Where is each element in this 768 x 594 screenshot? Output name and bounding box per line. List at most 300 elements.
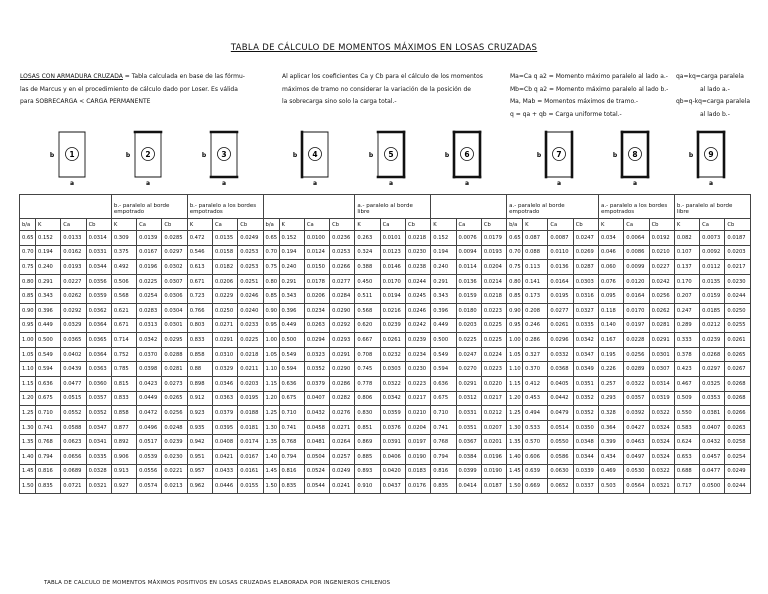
table-cell: 0.207: [674, 289, 699, 304]
table-cell: 0.0335: [573, 318, 598, 333]
table-cell: 0.815: [111, 376, 136, 391]
table-cell: 0.0124: [304, 245, 329, 260]
table-cell: 0.90: [507, 303, 523, 318]
table-cell: 0.289: [674, 318, 699, 333]
table-cell: 0.0204: [481, 260, 506, 275]
table-cell: 0.0263: [304, 318, 329, 333]
table-cell: 0.076: [599, 274, 624, 289]
table-cell: 1.05: [20, 347, 36, 362]
table-row: [20, 289, 751, 304]
table-cell: 0.70: [507, 245, 523, 260]
table-cell: 0.0446: [212, 479, 237, 494]
table-cell: 0.0086: [624, 245, 649, 260]
table-cell: 0.910: [355, 479, 380, 494]
table-cell: 0.0227: [649, 260, 674, 275]
table-cell: 0.951: [187, 449, 212, 464]
table-row: [20, 464, 751, 479]
table-cell: 0.594: [36, 362, 61, 377]
table-cell: 0.0365: [61, 333, 86, 348]
table-cell: 0.0256: [649, 289, 674, 304]
table-cell: 0.449: [36, 318, 61, 333]
table-cell: 0.0291: [456, 376, 481, 391]
table-cell: 0.0239: [405, 333, 430, 348]
table-cell: 0.0164: [624, 289, 649, 304]
table-cell: 0.785: [111, 362, 136, 377]
table-cell: 0.0314: [86, 231, 111, 246]
table-cell: 0.0190: [405, 449, 430, 464]
column-header-ca: Ca: [456, 219, 481, 231]
table-cell: 0.95: [507, 318, 523, 333]
table-cell: 1.20: [20, 391, 36, 406]
table-cell: 0.723: [187, 289, 212, 304]
table-cell: 0.816: [36, 464, 61, 479]
column-header-k: K: [279, 219, 304, 231]
table-cell: 0.167: [599, 333, 624, 348]
table-cell: 0.0407: [304, 391, 329, 406]
column-header-ca: Ca: [700, 219, 725, 231]
table-cell: 0.0586: [548, 449, 573, 464]
table-cell: 0.0321: [86, 479, 111, 494]
table-cell: 0.0064: [624, 231, 649, 246]
table-cell: 0.0379: [212, 406, 237, 421]
group-header-8: a.- paralelo a los bordes: [599, 195, 675, 210]
table-cell: 0.0239: [700, 333, 725, 348]
case-diagram-9: [681, 127, 741, 187]
table-cell: 1.15: [263, 376, 279, 391]
table-cell: 0.0331: [86, 245, 111, 260]
table-cell: 0.0269: [573, 245, 598, 260]
table-cell: 1.40: [507, 449, 523, 464]
table-cell: 0.0301: [649, 347, 674, 362]
table-cell: 0.0367: [456, 435, 481, 450]
table-cell: 0.0427: [624, 420, 649, 435]
table-cell: 0.0481: [304, 435, 329, 450]
table-cell: 0.620: [355, 318, 380, 333]
table-cell: 0.0384: [456, 449, 481, 464]
table-cell: 0.194: [279, 245, 304, 260]
side-a-label: a: [388, 180, 394, 187]
table-cell: 0.0073: [700, 231, 725, 246]
side-b-label: b: [49, 152, 55, 159]
table-cell: 0.173: [523, 289, 548, 304]
table-cell: 0.0182: [212, 260, 237, 275]
table-cell: 0.0210: [405, 406, 430, 421]
table-cell: 0.0179: [481, 231, 506, 246]
table-cell: 0.766: [187, 303, 212, 318]
table-cell: 0.0497: [624, 449, 649, 464]
table-cell: 1.50: [20, 479, 36, 494]
table-cell: 0.343: [431, 289, 456, 304]
side-b-label: b: [292, 152, 298, 159]
column-header-ca: Ca: [380, 219, 405, 231]
table-row: [20, 420, 751, 435]
table-cell: 0.0433: [212, 464, 237, 479]
table-cell: 0.0218: [481, 289, 506, 304]
table-cell: 0.0376: [380, 420, 405, 435]
table-cell: 0.0449: [137, 391, 162, 406]
table-cell: 0.0159: [456, 289, 481, 304]
table-cell: 0.0238: [405, 260, 430, 275]
table-cell: 0.533: [523, 420, 548, 435]
table-cell: 0.906: [111, 449, 136, 464]
table-row: [20, 347, 751, 362]
table-cell: 0.0322: [649, 406, 674, 421]
column-header-cb: Cb: [725, 219, 750, 231]
table-cell: 0.364: [599, 420, 624, 435]
table-cell: 1.35: [263, 435, 279, 450]
table-cell: 0.806: [355, 391, 380, 406]
table-cell: 0.0221: [162, 464, 187, 479]
table-cell: 0.0133: [61, 231, 86, 246]
table-cell: 0.0255: [725, 318, 750, 333]
case-number: 5: [388, 150, 394, 159]
table-cell: 0.741: [36, 420, 61, 435]
table-cell: 0.0213: [162, 479, 187, 494]
side-b-label: b: [612, 152, 618, 159]
table-cell: 0.816: [279, 464, 304, 479]
table-cell: 0.152: [279, 231, 304, 246]
table-cell: 0.0630: [548, 464, 573, 479]
table-cell: 0.095: [599, 289, 624, 304]
table-cell: 1.45: [20, 464, 36, 479]
table-cell: 0.0271: [330, 420, 355, 435]
table-cell: 0.0356: [86, 274, 111, 289]
column-header-k: K: [187, 219, 212, 231]
table-cell: 0.0150: [304, 260, 329, 275]
table-cell: 0.500: [279, 333, 304, 348]
table-cell: 0.0245: [405, 289, 430, 304]
table-cell: 0.0164: [548, 274, 573, 289]
table-cell: 1.40: [20, 449, 36, 464]
table-cell: 0.0432: [700, 435, 725, 450]
table-cell: 0.0094: [456, 245, 481, 260]
note-far-right-line4: al lado b.-: [700, 110, 730, 118]
table-cell: 0.396: [279, 303, 304, 318]
table-cell: 0.194: [431, 245, 456, 260]
table-cell: 0.0227: [61, 274, 86, 289]
table-cell: 0.453: [523, 391, 548, 406]
table-row: [20, 318, 751, 333]
side-a-label: a: [221, 180, 227, 187]
table-cell: 0.675: [431, 391, 456, 406]
table-cell: 0.152: [431, 231, 456, 246]
table-cell: 0.0204: [405, 420, 430, 435]
table-cell: 0.621: [111, 303, 136, 318]
group-subheader-7: empotrado: [507, 209, 599, 219]
table-cell: 0.506: [111, 274, 136, 289]
table-cell: 0.70: [20, 245, 36, 260]
table-cell: 0.0312: [456, 391, 481, 406]
table-cell: 0.0463: [624, 435, 649, 450]
table-cell: 0.0402: [61, 347, 86, 362]
table-cell: 0.0294: [304, 333, 329, 348]
table-cell: 0.467: [674, 376, 699, 391]
case-diagram-8: [605, 127, 665, 187]
table-cell: 0.0344: [573, 449, 598, 464]
table-cell: 0.0211: [238, 362, 263, 377]
table-cell: 0.0178: [304, 274, 329, 289]
case-number: 8: [632, 150, 638, 159]
group-subheader-9: libre: [674, 209, 750, 219]
table-cell: 0.500: [431, 333, 456, 348]
column-header-ca: Ca: [137, 219, 162, 231]
table-cell: 0.0101: [380, 231, 405, 246]
table-cell: 0.0203: [238, 376, 263, 391]
table-cell: 0.511: [355, 289, 380, 304]
table-cell: 0.0196: [481, 449, 506, 464]
table-cell: 0.0266: [725, 406, 750, 421]
side-b-label: b: [444, 152, 450, 159]
table-row: [20, 274, 751, 289]
table-cell: 0.0329: [61, 318, 86, 333]
table-cell: 0.0364: [86, 318, 111, 333]
note-middle-line2: máximos de tramo no considerar la variación de la posición de: [282, 85, 471, 93]
table-cell: 0.0297: [162, 245, 187, 260]
table-cell: 0.118: [599, 303, 624, 318]
table-cell: 0.0362: [86, 303, 111, 318]
side-a-label: a: [632, 180, 638, 187]
group-header-5: a.- paralelo al borde: [355, 195, 431, 210]
table-cell: 0.0539: [137, 449, 162, 464]
table-cell: 0.0524: [304, 464, 329, 479]
group-subheader-8: empotrados: [599, 209, 675, 219]
table-cell: 0.396: [36, 303, 61, 318]
table-cell: 1.50: [263, 479, 279, 494]
table-cell: 0.0217: [725, 260, 750, 275]
table-cell: 1.30: [263, 420, 279, 435]
column-header-ca: Ca: [61, 219, 86, 231]
table-cell: 0.0287: [573, 260, 598, 275]
table-cell: 0.0256: [162, 406, 187, 421]
table-cell: 0.0230: [405, 362, 430, 377]
side-b-label: b: [368, 152, 374, 159]
table-cell: 0.107: [674, 245, 699, 260]
table-cell: 0.624: [674, 435, 699, 450]
table-cell: 0.0233: [238, 318, 263, 333]
table-cell: 0.0544: [304, 479, 329, 494]
table-cell: 0.082: [674, 231, 699, 246]
table-cell: 0.671: [111, 318, 136, 333]
table-cell: 0.550: [674, 406, 699, 421]
table-cell: 0.0229: [212, 289, 237, 304]
table-cell: 0.0306: [162, 289, 187, 304]
table-cell: 0.0363: [86, 362, 111, 377]
table-cell: 0.0291: [330, 347, 355, 362]
table-cell: 0.741: [431, 420, 456, 435]
table-cell: 0.0347: [86, 420, 111, 435]
table-cell: 0.0220: [481, 376, 506, 391]
table-cell: 0.549: [36, 347, 61, 362]
table-cell: 0.80: [20, 274, 36, 289]
group-header-3: b.- paralelo a los bordes: [187, 195, 263, 210]
table-cell: 0.65: [263, 231, 279, 246]
table-cell: 0.0381: [700, 406, 725, 421]
table-cell: 0.710: [36, 406, 61, 421]
group-subheader-5: libre: [355, 209, 431, 219]
table-cell: 0.0363: [212, 391, 237, 406]
table-cell: 0.0210: [649, 245, 674, 260]
table-cell: 0.667: [355, 333, 380, 348]
table-cell: 0.669: [523, 479, 548, 494]
table-cell: 0.0254: [137, 289, 162, 304]
note-middle-line1: Al aplicar los coeficientes Ca y Cb para el cálculo de los momentos: [282, 73, 483, 80]
side-a-label: a: [312, 180, 318, 187]
note-middle: [282, 71, 483, 109]
table-cell: 0.0261: [380, 333, 405, 348]
table-cell: 0.0472: [137, 406, 162, 421]
table-cell: 0.246: [523, 318, 548, 333]
table-cell: 0.75: [263, 260, 279, 275]
table-cell: 0.0087: [548, 231, 573, 246]
column-header-cb: Cb: [573, 219, 598, 231]
table-cell: 0.0161: [238, 464, 263, 479]
table-cell: 0.913: [111, 464, 136, 479]
table-cell: 0.343: [279, 289, 304, 304]
table-cell: 0.0196: [137, 260, 162, 275]
table-cell: 0.0652: [548, 479, 573, 494]
table-cell: 0.816: [431, 464, 456, 479]
table-cell: 0.88: [187, 362, 212, 377]
column-header-k: K: [431, 219, 456, 231]
table-cell: 0.85: [263, 289, 279, 304]
table-cell: 0.0155: [238, 479, 263, 494]
table-cell: 1.10: [20, 362, 36, 377]
table-cell: 0.708: [355, 347, 380, 362]
table-cell: 0.0392: [624, 406, 649, 421]
table-cell: 0.0187: [725, 231, 750, 246]
table-cell: 0.0656: [61, 449, 86, 464]
table-cell: 0.0341: [86, 435, 111, 450]
table-cell: 0.0406: [380, 449, 405, 464]
table-cell: 0.137: [674, 260, 699, 275]
table-cell: 0.0414: [456, 479, 481, 494]
note-right: [510, 71, 668, 121]
table-cell: 0.0437: [380, 479, 405, 494]
table-cell: 0.0352: [86, 406, 111, 421]
note-left-line3: para SOBRECARGA < CARGA PERMANENTE: [20, 98, 151, 105]
table-cell: 0.90: [20, 303, 36, 318]
table-cell: 0.0266: [330, 260, 355, 275]
column-header-cb: Cb: [405, 219, 430, 231]
table-cell: 0.0123: [380, 245, 405, 260]
table-cell: 0.794: [36, 449, 61, 464]
table-cell: 0.449: [431, 318, 456, 333]
note-right-line1: Ma=Ca q a2 = Momento máximo paralelo al lado a.-: [510, 73, 668, 80]
table-cell: 1.30: [20, 420, 36, 435]
table-cell: 0.0324: [649, 435, 674, 450]
table-cell: 0.0321: [649, 479, 674, 494]
table-cell: 0.0331: [456, 406, 481, 421]
column-header-k: K: [111, 219, 136, 231]
table-cell: 0.0588: [61, 420, 86, 435]
table-cell: 0.0286: [330, 376, 355, 391]
table-cell: 0.0230: [405, 245, 430, 260]
table-cell: 0.95: [263, 318, 279, 333]
table-cell: 0.675: [36, 391, 61, 406]
table-cell: 0.0335: [86, 449, 111, 464]
table-cell: 0.0234: [405, 347, 430, 362]
table-row: [20, 406, 751, 421]
case-diagram-6: [437, 127, 497, 187]
side-b-label: b: [125, 152, 131, 159]
table-cell: 0.957: [187, 464, 212, 479]
table-row: [20, 231, 751, 246]
table-cell: 0.0342: [137, 333, 162, 348]
table-cell: 0.328: [599, 406, 624, 421]
table-cell: 0.0167: [238, 449, 263, 464]
table-cell: 0.0114: [456, 260, 481, 275]
table-row: [20, 303, 751, 318]
table-cell: 0.768: [279, 435, 304, 450]
table-cell: 0.675: [279, 391, 304, 406]
column-header-cb: Cb: [649, 219, 674, 231]
table-cell: 0.0261: [548, 318, 573, 333]
table-cell: 0.194: [36, 245, 61, 260]
table-cell: 0.0352: [573, 406, 598, 421]
table-cell: 0.0197: [405, 435, 430, 450]
table-cell: 0.240: [279, 260, 304, 275]
table-cell: 0.935: [187, 420, 212, 435]
table-cell: 0.0223: [405, 376, 430, 391]
table-cell: 0.613: [187, 260, 212, 275]
table-cell: 0.0253: [238, 260, 263, 275]
table-cell: 0.0556: [137, 464, 162, 479]
table-cell: 0.714: [111, 333, 136, 348]
table-cell: 0.0292: [61, 303, 86, 318]
table-cell: 0.75: [20, 260, 36, 275]
table-cell: 0.0324: [649, 420, 674, 435]
column-header-cb: Cb: [330, 219, 355, 231]
table-cell: 0.0323: [304, 347, 329, 362]
table-cell: 0.226: [599, 362, 624, 377]
table-cell: 0.0253: [238, 245, 263, 260]
side-a-label: a: [708, 180, 714, 187]
table-cell: 0.399: [599, 435, 624, 450]
table-cell: 0.0247: [456, 347, 481, 362]
table-cell: 0.0206: [304, 289, 329, 304]
table-cell: 0.046: [599, 245, 624, 260]
table-cell: 0.152: [36, 231, 61, 246]
table-cell: 0.710: [431, 406, 456, 421]
table-cell: 0.0379: [304, 376, 329, 391]
table-cell: 0.639: [523, 464, 548, 479]
table-cell: 0.0322: [624, 376, 649, 391]
case-number: 9: [708, 150, 714, 159]
table-cell: 1.30: [507, 420, 523, 435]
table-cell: 0.0181: [238, 420, 263, 435]
table-cell: 0.594: [279, 362, 304, 377]
table-cell: 0.0249: [725, 464, 750, 479]
table-cell: 0.0277: [330, 274, 355, 289]
table-cell: 0.0329: [212, 362, 237, 377]
table-cell: 0.0319: [649, 391, 674, 406]
table-cell: 0.113: [523, 260, 548, 275]
table-cell: 0.500: [36, 333, 61, 348]
side-a-label: a: [69, 180, 75, 187]
table-cell: 0.0270: [456, 362, 481, 377]
table-cell: 0.0250: [212, 303, 237, 318]
table-cell: 0.606: [523, 449, 548, 464]
table-cell: 0.0230: [725, 274, 750, 289]
table-cell: 0.088: [523, 245, 548, 260]
table-cell: 0.291: [36, 274, 61, 289]
table-cell: 0.0195: [238, 391, 263, 406]
column-header-k: K: [36, 219, 61, 231]
table-cell: 0.80: [507, 274, 523, 289]
table-cell: 0.830: [355, 406, 380, 421]
table-cell: 0.0203: [456, 318, 481, 333]
table-cell: 0.858: [111, 406, 136, 421]
